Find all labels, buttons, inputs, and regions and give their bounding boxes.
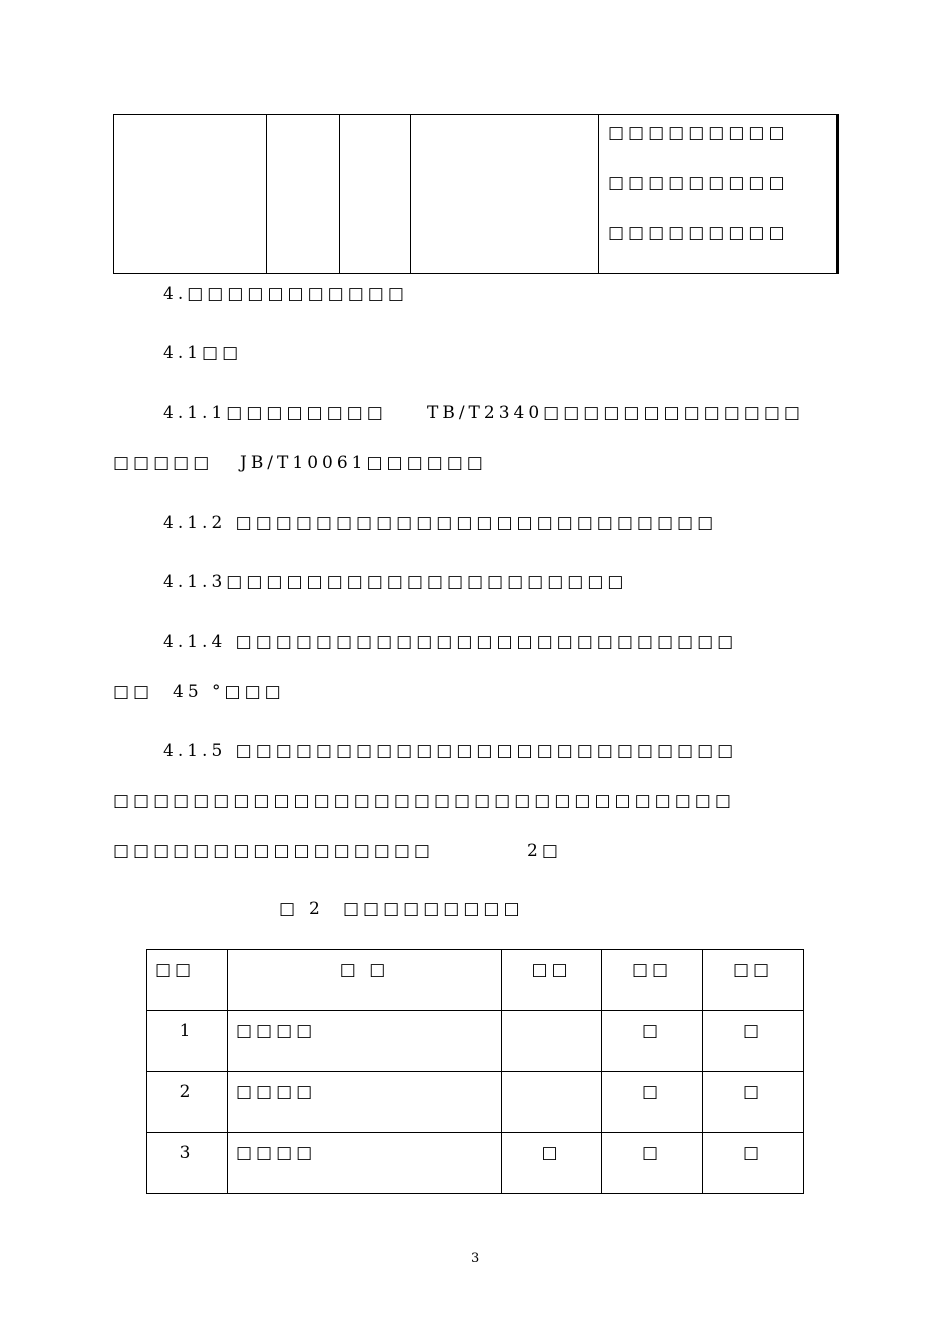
paragraph-4-1-4-angle: 45 °□□□: [173, 682, 285, 702]
table-cell: □: [602, 1011, 703, 1072]
column-header: □□: [602, 950, 703, 1011]
item-name: □□□□: [228, 1011, 502, 1072]
row-number: 2: [147, 1072, 228, 1133]
row-number: 3: [147, 1133, 228, 1194]
paragraph-4-1-5-line2: □□□□□□□□□□□□□□□□□□□□□□□□□□□□□□□: [113, 791, 735, 811]
table-cell: □: [502, 1133, 602, 1194]
table-cell: [502, 1072, 602, 1133]
table-cell: □: [703, 1072, 804, 1133]
paragraph-4-1-4: 4.1.4 □□□□□□□□□□□□□□□□□□□□□□□□□: [163, 632, 738, 652]
table-caption-prefix: □: [279, 899, 300, 919]
table-header-row: [147, 950, 804, 1011]
paragraph-4-1-3: 4.1.3□□□□□□□□□□□□□□□□□□□□: [163, 572, 628, 592]
cell-line: □□□□□□□□□: [608, 123, 789, 143]
paragraph-4-1-2: 4.1.2 □□□□□□□□□□□□□□□□□□□□□□□□: [163, 513, 718, 533]
column-header: □ □: [228, 950, 502, 1011]
column-header: □□: [502, 950, 602, 1011]
paragraph-4-1-1-start: 4.1.1□□□□□□□□: [163, 403, 387, 423]
table-cell: [114, 115, 267, 274]
table-row: [114, 115, 838, 274]
table-cell: [340, 115, 411, 274]
cell-line: □□□□□□□□□: [608, 173, 789, 193]
table-cell: □: [602, 1133, 703, 1194]
continuation-table: [113, 114, 839, 274]
row-number: 1: [147, 1011, 228, 1072]
inspection-table: [146, 949, 804, 1194]
section-heading-4-1: 4.1□□: [163, 343, 243, 363]
table-row: [147, 1072, 804, 1133]
paragraph-4-1-4-cont: □□: [113, 682, 154, 702]
table-row: [147, 1011, 804, 1072]
item-name: □□□□: [228, 1133, 502, 1194]
section-heading-4: 4.□□□□□□□□□□□: [163, 284, 408, 304]
table-cell: [502, 1011, 602, 1072]
table-cell: [599, 115, 838, 274]
table-caption-title: □□□□□□□□□: [343, 899, 524, 919]
paragraph-4-1-1-cont: □□□□□: [113, 453, 214, 473]
item-name: □□□□: [228, 1072, 502, 1133]
cell-line: □□□□□□□□□: [608, 223, 789, 243]
table-cell: □: [703, 1133, 804, 1194]
paragraph-4-1-5: 4.1.5 □□□□□□□□□□□□□□□□□□□□□□□□□: [163, 741, 738, 761]
table-cell: □: [703, 1011, 804, 1072]
table-reference: 2□: [527, 841, 562, 861]
page-number: 3: [471, 1251, 480, 1266]
paragraph-4-1-5-line3: □□□□□□□□□□□□□□□□: [113, 841, 434, 861]
paragraph-4-1-1-standard-2: JB/T10061□□□□□□: [240, 453, 487, 473]
table-cell: [267, 115, 340, 274]
paragraph-4-1-1-standard: TB/T2340□□□□□□□□□□□□□: [427, 403, 804, 423]
table-caption-number: 2: [309, 899, 324, 919]
column-header: □□: [147, 950, 228, 1011]
column-header: □□: [703, 950, 804, 1011]
table-cell: [411, 115, 599, 274]
table-cell: □: [602, 1072, 703, 1133]
table-row: [147, 1133, 804, 1194]
